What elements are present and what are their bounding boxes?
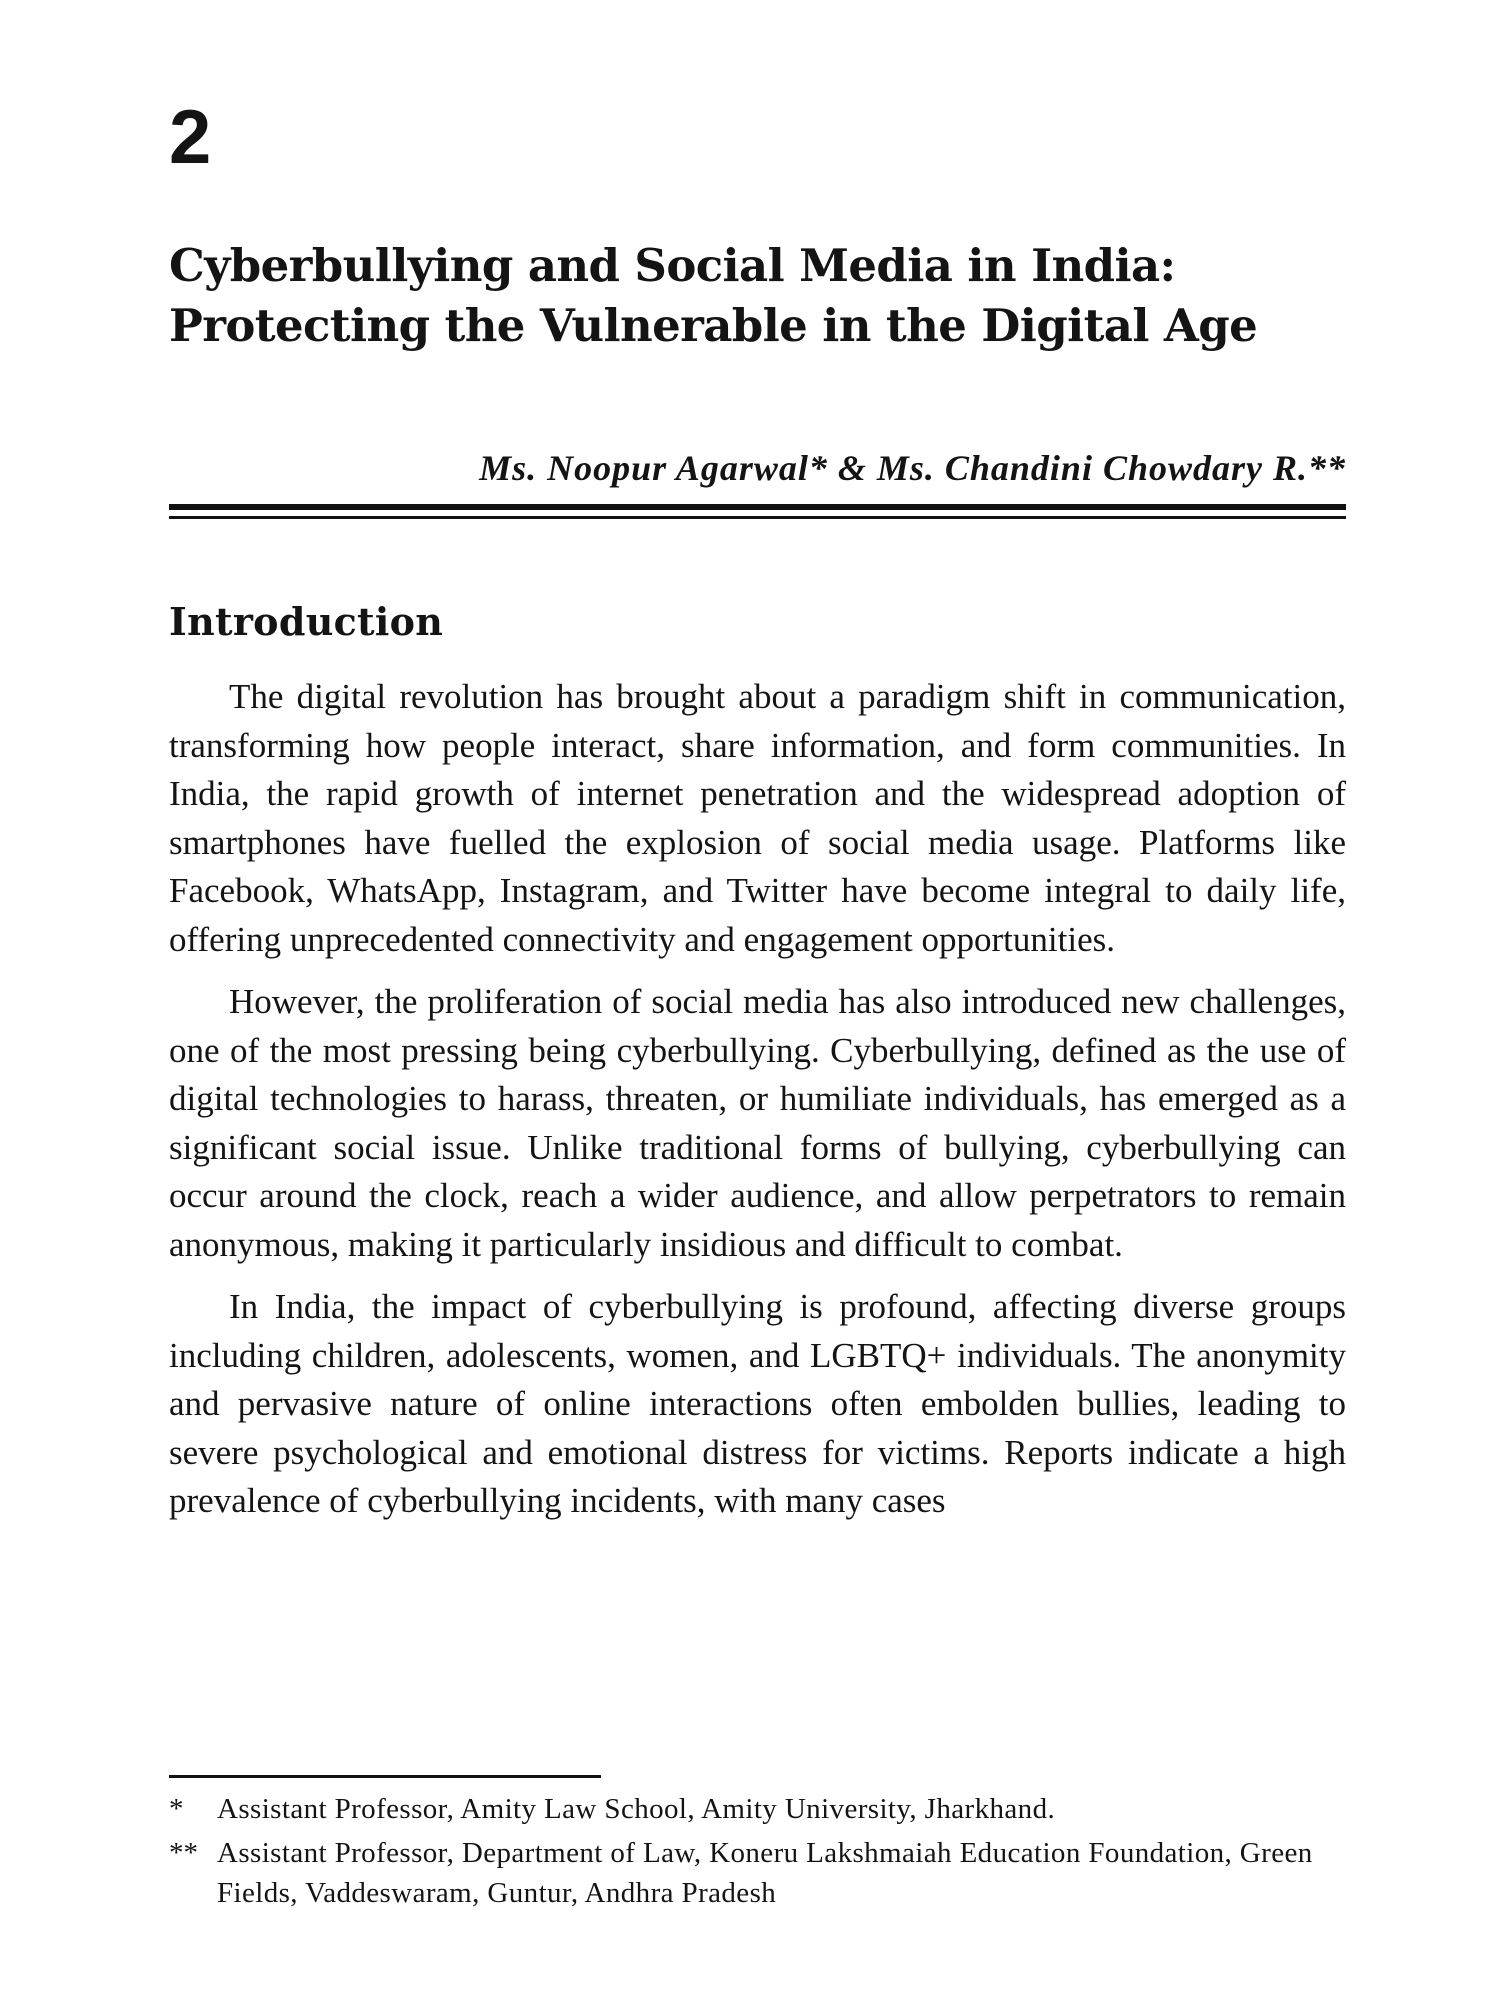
footnote-mark: **	[169, 1837, 198, 1869]
paragraph: However, the proliferation of social media has also introduced new challenges, one of the most pressing being cyberbullying. Cyberbullying, defined as the use of digital technologies to harass, threaten, or humiliate individuals, has emerged as a significant social issue. Unlike traditional forms of bullying, cyberbullying can occur around the clock, reach a wider audience, and allow perpetrators to remain anonymous, making it particularly insidious and difficult to combat.	[169, 982, 1346, 1264]
chapter-title: Cyberbullying and Social Media in India: Protecting the Vulnerable in the Digital Age	[169, 239, 1258, 352]
chapter-number: 2	[169, 95, 212, 180]
title-rule-thick	[169, 504, 1346, 510]
section-heading: Introduction	[169, 599, 444, 644]
paragraph: In India, the impact of cyberbullying is profound, affecting diverse groups including children, adolescents, women, and LGBTQ+ individuals. The anonymity and pervasive nature of online interactions often embolden bullies, leading to severe psychological and emotional distress for victims. Reports indicate a high prevalence of cyberbullying incidents, with many cases	[169, 1287, 1346, 1520]
body-text	[169, 673, 1346, 1540]
footnotes	[169, 1789, 1346, 1917]
paragraph: The digital revolution has brought about a paradigm shift in communication, transforming how people interact, share information, and form communities. In India, the rapid growth of internet penetration and the widespread adoption of smartphones have fuelled the explosion of social media usage. Platforms like Facebook, WhatsApp, Instagram, and Twitter have become integral to daily life, offering unprecedented connectivity and engagement opportunities.	[169, 677, 1346, 959]
title-rule-thin	[169, 516, 1346, 519]
footnote-rule	[169, 1775, 601, 1778]
footnote	[169, 1833, 1346, 1913]
footnote-text: Assistant Professor, Department of Law, Koneru Lakshmaiah Education Foundation, Green Fields, Vaddeswaram, Guntur, Andhra Pradesh	[217, 1837, 1313, 1909]
document-page	[169, 0, 1346, 2000]
footnote	[169, 1789, 1346, 1829]
footnote-text: Assistant Professor, Amity Law School, Amity University, Jharkhand.	[217, 1793, 1056, 1825]
footnote-mark: *	[169, 1793, 184, 1825]
chapter-authors: Ms. Noopur Agarwal* & Ms. Chandini Chowdary R.**	[479, 448, 1346, 488]
